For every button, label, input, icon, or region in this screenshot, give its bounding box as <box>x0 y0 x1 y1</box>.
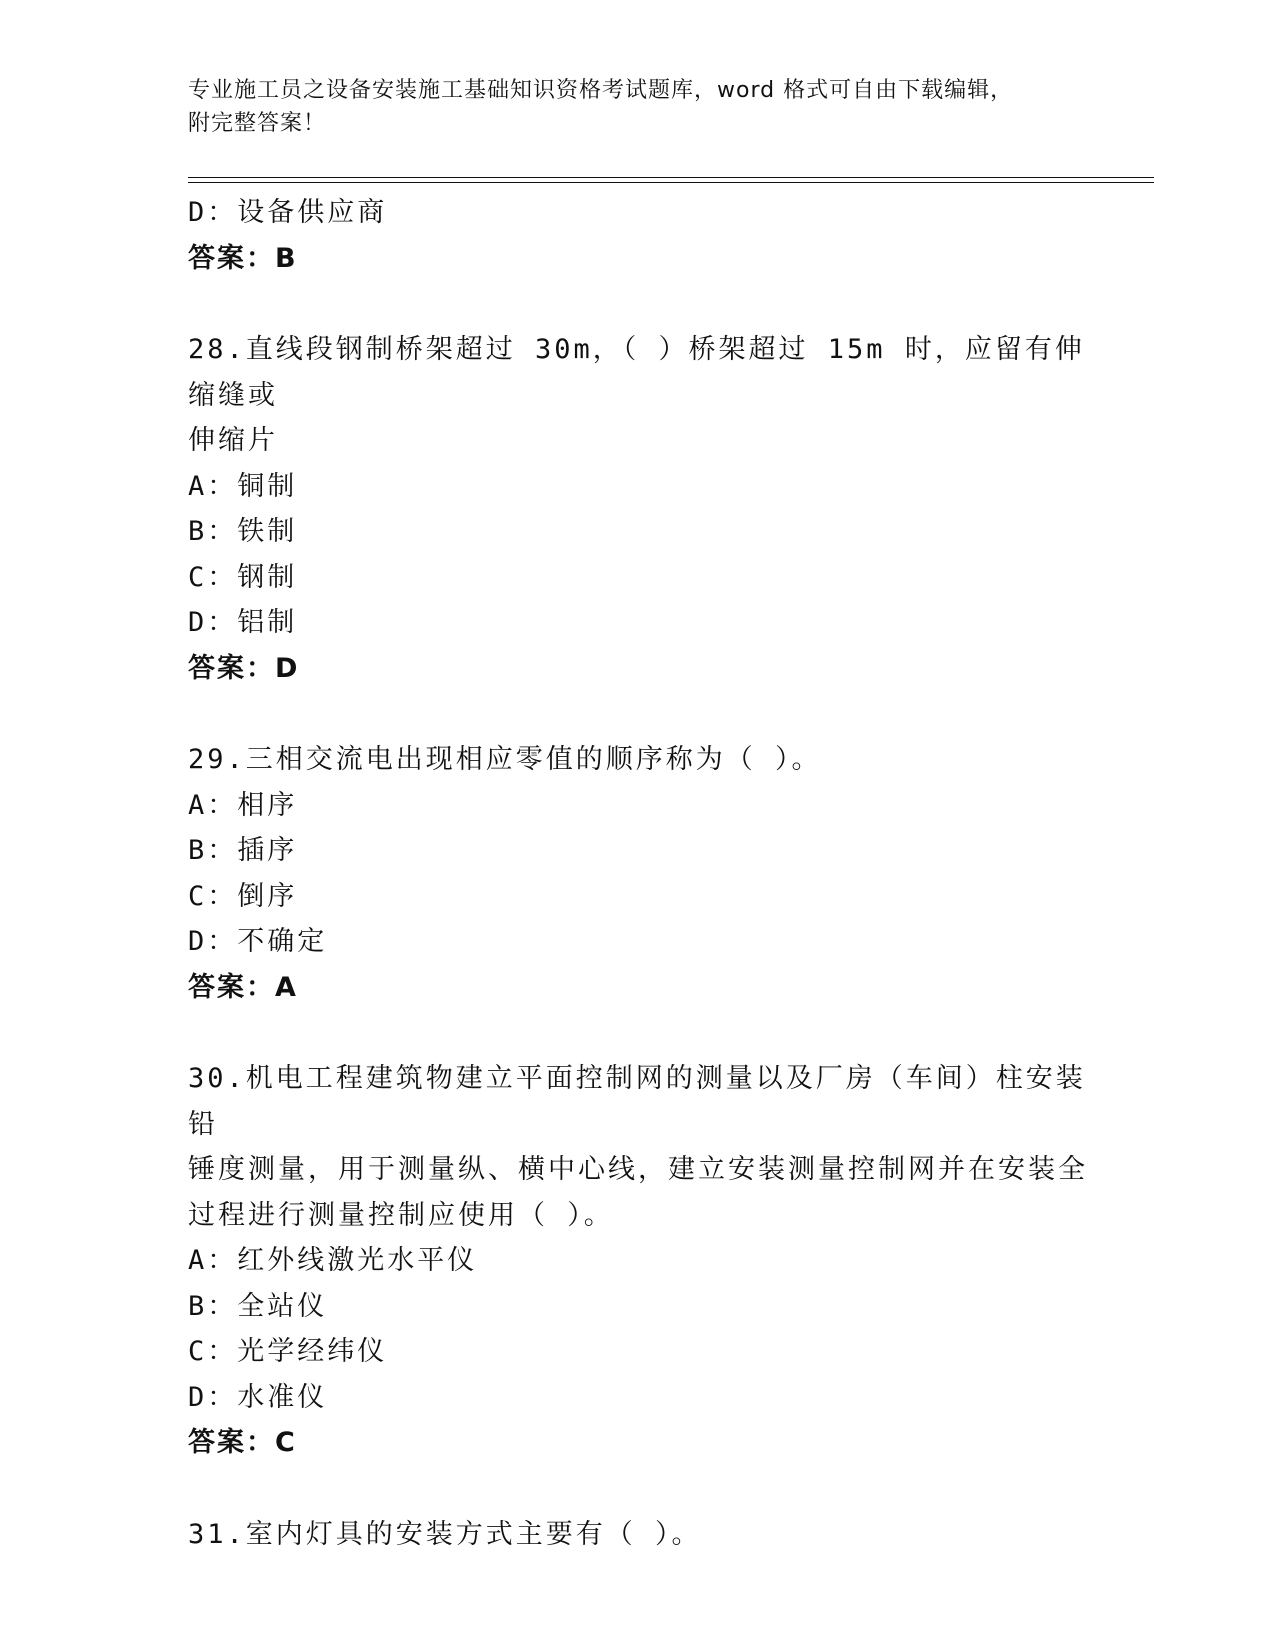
question-stem: 伸缩片 <box>188 425 278 456</box>
question-stem: 28.直线段钢制桥架超过 30m，（ ）桥架超过 15m 时，应留有伸缩缝或 <box>188 334 1085 411</box>
question-stem: 31.室内灯具的安装方式主要有（ ）。 <box>188 1518 702 1550</box>
option-c: C：钢制 <box>188 561 298 593</box>
option-d: D：不确定 <box>188 926 328 957</box>
question-stem: 30.机电工程建筑物建立平面控制网的测量以及厂房（车间）柱安装铅 <box>188 1063 1086 1140</box>
answer: 答案：B <box>188 242 298 274</box>
option-d: D：铝制 <box>188 607 298 638</box>
option-a: A：铜制 <box>188 470 298 502</box>
page-header <box>188 74 1088 140</box>
option-a: A：红外线激光水平仪 <box>188 1245 478 1276</box>
answer: 答案：D <box>188 652 300 684</box>
option-b: B：铁制 <box>188 516 298 547</box>
answer: 答案：C <box>188 1427 297 1458</box>
option-d: D：水准仪 <box>188 1381 328 1413</box>
header-line-2: 附完整答案！ <box>188 111 327 136</box>
question-27-tail <box>188 190 1088 281</box>
question-30 <box>188 1056 1088 1466</box>
header-rule-bottom <box>188 182 1154 183</box>
option-a: A：相序 <box>188 789 298 821</box>
question-31 <box>188 1512 1088 1558</box>
option-b: B：全站仪 <box>188 1290 328 1322</box>
header-line-1: 专业施工员之设备安装施工基础知识资格考试题库，word 格式可自由下载编辑， <box>188 78 1014 103</box>
answer: 答案：A <box>188 971 298 1003</box>
question-28 <box>188 327 1088 691</box>
header-rule-top <box>188 177 1154 178</box>
question-list <box>188 190 1088 1557</box>
option-c: C：倒序 <box>188 880 298 912</box>
option-c: C：光学经纬仪 <box>188 1336 388 1367</box>
option-b: B：插序 <box>188 835 298 866</box>
question-29 <box>188 737 1088 1010</box>
question-stem: 过程进行测量控制应使用（ ）。 <box>188 1199 614 1231</box>
question-stem: 29.三相交流电出现相应零值的顺序称为（ ）。 <box>188 744 822 775</box>
question-stem: 锤度测量，用于测量纵、横中心线，建立安装测量控制网并在安装全 <box>188 1154 1088 1185</box>
option-d: D：设备供应商 <box>188 197 388 228</box>
